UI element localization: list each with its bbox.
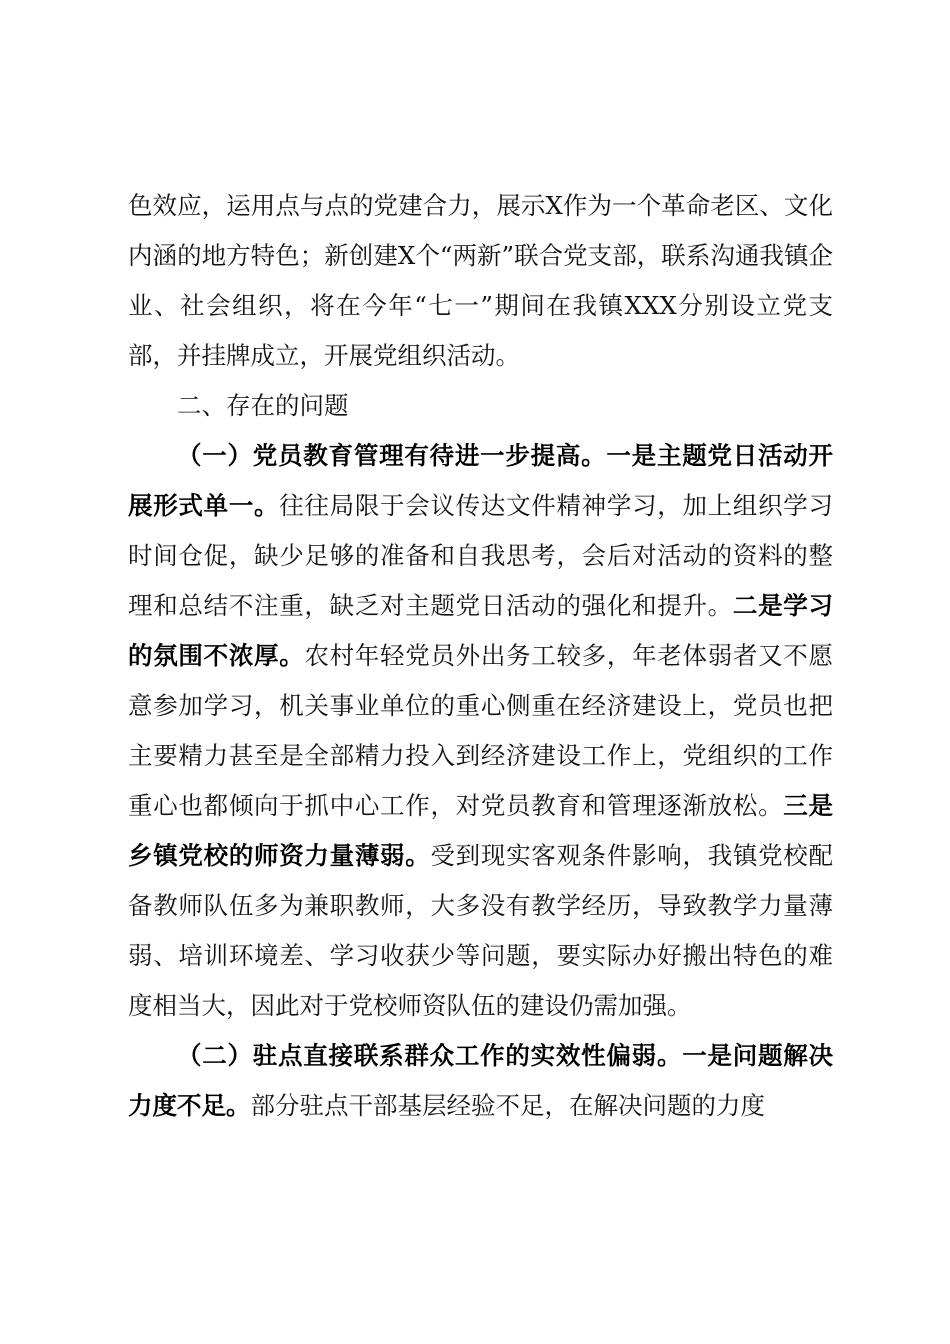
problem-1-point-2-heading: 二是学习的氛围不浓厚。 [128,591,834,670]
section-heading-text: 二、存在的问题 [177,391,349,420]
problem-1-point-2-text: 农村年轻党员外出务工较多，年老体弱者又不愿意参加学习，机关事业单位的重心侧重在经济建设上，党员也把主要精力甚至是全部精力投入到经济建设工作上，党组织的工作重心也都倾向于抓中心工作，对党员教育和管理逐渐放松。 [128,641,834,820]
problem-1-title: （一）党员教育管理有待进一步提高。 [177,441,607,470]
problem-2-paragraph [128,1031,833,1131]
problem-1-point-3-text: 受到现实客观条件影响，我镇党校配备教师队伍多为兼职教师，大多没有教学经历，导致教学力量薄弱、培训环境差、学习收获少等问题，要实际办好搬出特色的难度相当大，因此对于党校师资队伍的建设仍需加强。 [128,841,834,1020]
problem-1-point-1-heading: 一是主题党日活动开展形式单一。 [128,441,834,520]
problem-1-paragraph [128,431,833,1031]
continued-paragraph [128,181,833,381]
problem-2-point-1-text: 部分驻点干部基层经验不足，在解决问题的力度 [250,1091,765,1120]
problem-1-point-3-heading: 三是乡镇党校的师资力量薄弱。 [128,791,834,870]
problem-2-point-1-heading: 一是问题解决力度不足。 [128,1041,834,1120]
paragraph-text: 色效应，运用点与点的党建合力，展示X作为一个革命老区、文化内涵的地方特色；新创建X个“两新”联合党支部，联系沟通我镇企业、社会组织，将在今年“七一”期间在我镇XXX分别设立党支部，并挂牌成立，开展党组织活动。 [128,191,833,370]
section-heading [128,381,833,431]
problem-1-point-1-text: 往往局限于会议传达文件精神学习，加上组织学习时间仓促，缺少足够的准备和自我思考，会后对活动的资料的整理和总结不注重，缺乏对主题党日活动的强化和提升。 [128,491,834,620]
document-body [128,181,833,1131]
problem-2-title: （二）驻点直接联系群众工作的实效性偏弱。 [177,1041,683,1070]
